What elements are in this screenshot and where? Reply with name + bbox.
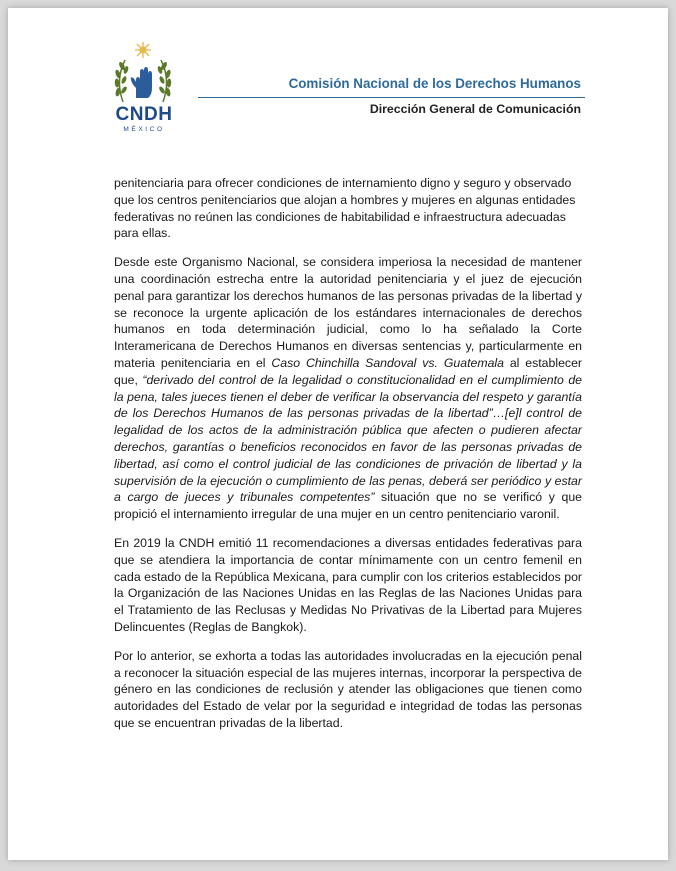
paragraph-2-text-a: Desde este Organismo Nacional, se considera imperiosa la necesidad de mantener una coordinación estrecha entre la autoridad penitenciaria y el juez de ejecución penal para garantizar los derechos humanos de las personas privadas de la libertad y se reconoce la urgente aplicación de los estándares internacionales de derechos humanos en toda determinación judicial, como lo ha señalado la Corte Interamericana de Derechos Humanos en diversas sentencias y, particularmente en materia penitenciaria en el	[114, 255, 582, 370]
header-divider	[198, 97, 585, 98]
paragraph-3: En 2019 la CNDH emitió 11 recomendaciones a diversas entidades federativas para que se atendiera la importancia de contar mínimamente con un centro femenil en cada estado de la República Mexicana, para cumplir con los criterios establecidos por la Organización de las Naciones Unidas en las Reglas de las Naciones Unidas para el Tratamiento de las Reclusas y Medidas No Privativas de la Libertad para Mujeres Delincuentes (Reglas de Bangkok).	[114, 535, 582, 634]
logo-wordmark: CNDH	[115, 104, 173, 125]
laurel-right-icon	[157, 60, 172, 102]
logo-country: MÉXICO	[123, 126, 165, 133]
laurel-left-icon	[114, 60, 129, 102]
department-name: Dirección General de Comunicación	[369, 102, 581, 116]
court-quote: “derivado del control de la legalidad o constitucionalidad en el cumplimiento de la pena, tales jueces tienen el deber de verificar la observancia del respeto y garantía de los Derechos Humanos de las personas privadas de la libertad”…[e]l control de legalidad de los actos de la administración pública que afecten o pudieren afectar derechos, garantías o beneficios reconocidos en favor de las personas privadas de libertad, así como el control judicial de las condiciones de privación de libertad y la supervisión de la ejecución o cumplimiento de las penas, deberá ser periódico y estar a cargo de jueces y tribunales competentes”	[114, 372, 582, 505]
paragraph-2-text-b: al establecer que,	[114, 355, 582, 387]
paragraph-1: penitenciaria para ofrecer condiciones de internamiento digno y seguro y observado que los centros penitenciarios que alojan a hombres y mujeres en algunas entidades federativas no reúnen las condiciones de habitabilidad e infraestructura adecuadas para ellas.	[114, 176, 576, 241]
document-page	[8, 8, 668, 860]
paragraph-2	[114, 254, 582, 523]
document-body	[114, 175, 582, 744]
case-name: Caso Chinchilla Sandoval vs. Guatemala	[271, 355, 504, 370]
paragraph-4: Por lo anterior, se exhorta a todas las autoridades involucradas en la ejecución penal a reconocer la situación especial de las mujeres internas, incorporar la perspectiva de género en las condiciones de reclusión y atender las obligaciones que tienen como autoridades del Estado de velar por la seguridad e integridad de todas las personas que se encuentran privadas de la libertad.	[114, 648, 582, 730]
paragraph-2-text-c: situación que no se verificó y que propició el internamiento irregular de una mujer en un centro penitenciario varonil.	[114, 490, 583, 522]
organization-name: Comisión Nacional de los Derechos Humanos	[288, 76, 581, 91]
raised-hand-icon	[131, 67, 152, 98]
